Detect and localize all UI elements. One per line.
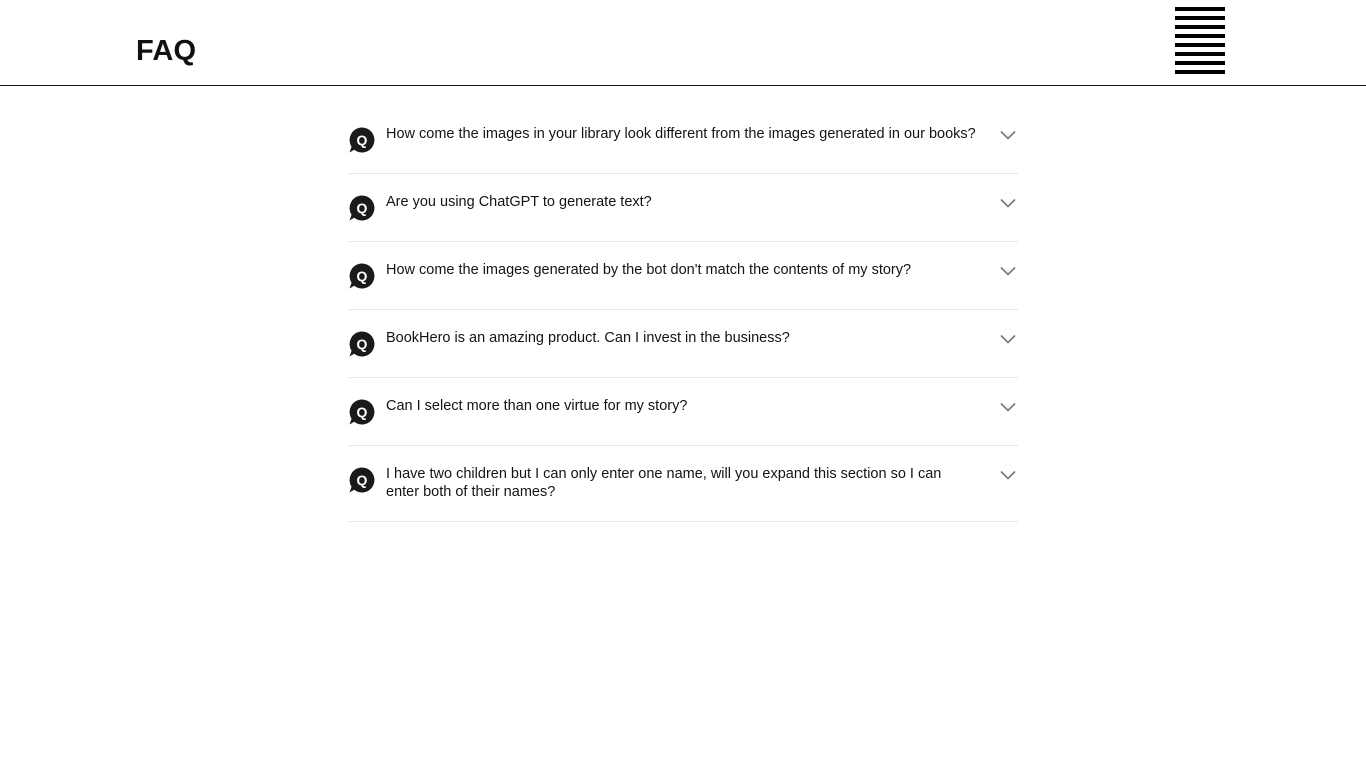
question-bubble-icon xyxy=(348,330,376,358)
faq-question: Can I select more than one virtue for my story? xyxy=(386,398,688,414)
chevron-down-icon[interactable] xyxy=(1000,198,1016,208)
svg-text:Q: Q xyxy=(356,472,368,488)
faq-item[interactable] xyxy=(348,310,1018,378)
faq-item[interactable] xyxy=(348,378,1018,446)
faq-question: BookHero is an amazing product. Can I invest in the business? xyxy=(386,330,790,346)
chevron-down-icon[interactable] xyxy=(1000,130,1016,140)
faq-question: I have two children but I can only enter one name, will you expand this section so I can enter both of their names? xyxy=(386,466,942,500)
site-header xyxy=(0,0,1366,86)
svg-text:Q: Q xyxy=(356,404,368,420)
faq-item[interactable] xyxy=(348,106,1018,174)
page-title: FAQ xyxy=(136,35,197,67)
faq-item[interactable] xyxy=(348,174,1018,242)
faq-item[interactable] xyxy=(348,446,1018,522)
svg-text:Q: Q xyxy=(356,336,368,352)
chevron-down-icon[interactable] xyxy=(1000,402,1016,412)
question-bubble-icon xyxy=(348,398,376,426)
question-bubble-icon xyxy=(348,466,376,494)
faq-question: How come the images in your library look different from the images generated in our books? xyxy=(386,126,976,142)
question-bubble-icon xyxy=(348,194,376,222)
faq-question: Are you using ChatGPT to generate text? xyxy=(386,194,652,210)
chevron-down-icon[interactable] xyxy=(1000,266,1016,276)
question-bubble-icon xyxy=(348,126,376,154)
svg-text:Q: Q xyxy=(356,200,368,216)
faq-item[interactable] xyxy=(348,242,1018,310)
svg-text:Q: Q xyxy=(356,268,368,284)
faq-question: How come the images generated by the bot don't match the contents of my story? xyxy=(386,262,912,278)
menu-button[interactable] xyxy=(1175,7,1225,75)
chevron-down-icon[interactable] xyxy=(1000,334,1016,344)
faq-list xyxy=(348,106,1018,522)
hamburger-menu-icon xyxy=(1175,7,1225,75)
svg-text:Q: Q xyxy=(356,132,368,148)
chevron-down-icon[interactable] xyxy=(1000,470,1016,480)
question-bubble-icon xyxy=(348,262,376,290)
